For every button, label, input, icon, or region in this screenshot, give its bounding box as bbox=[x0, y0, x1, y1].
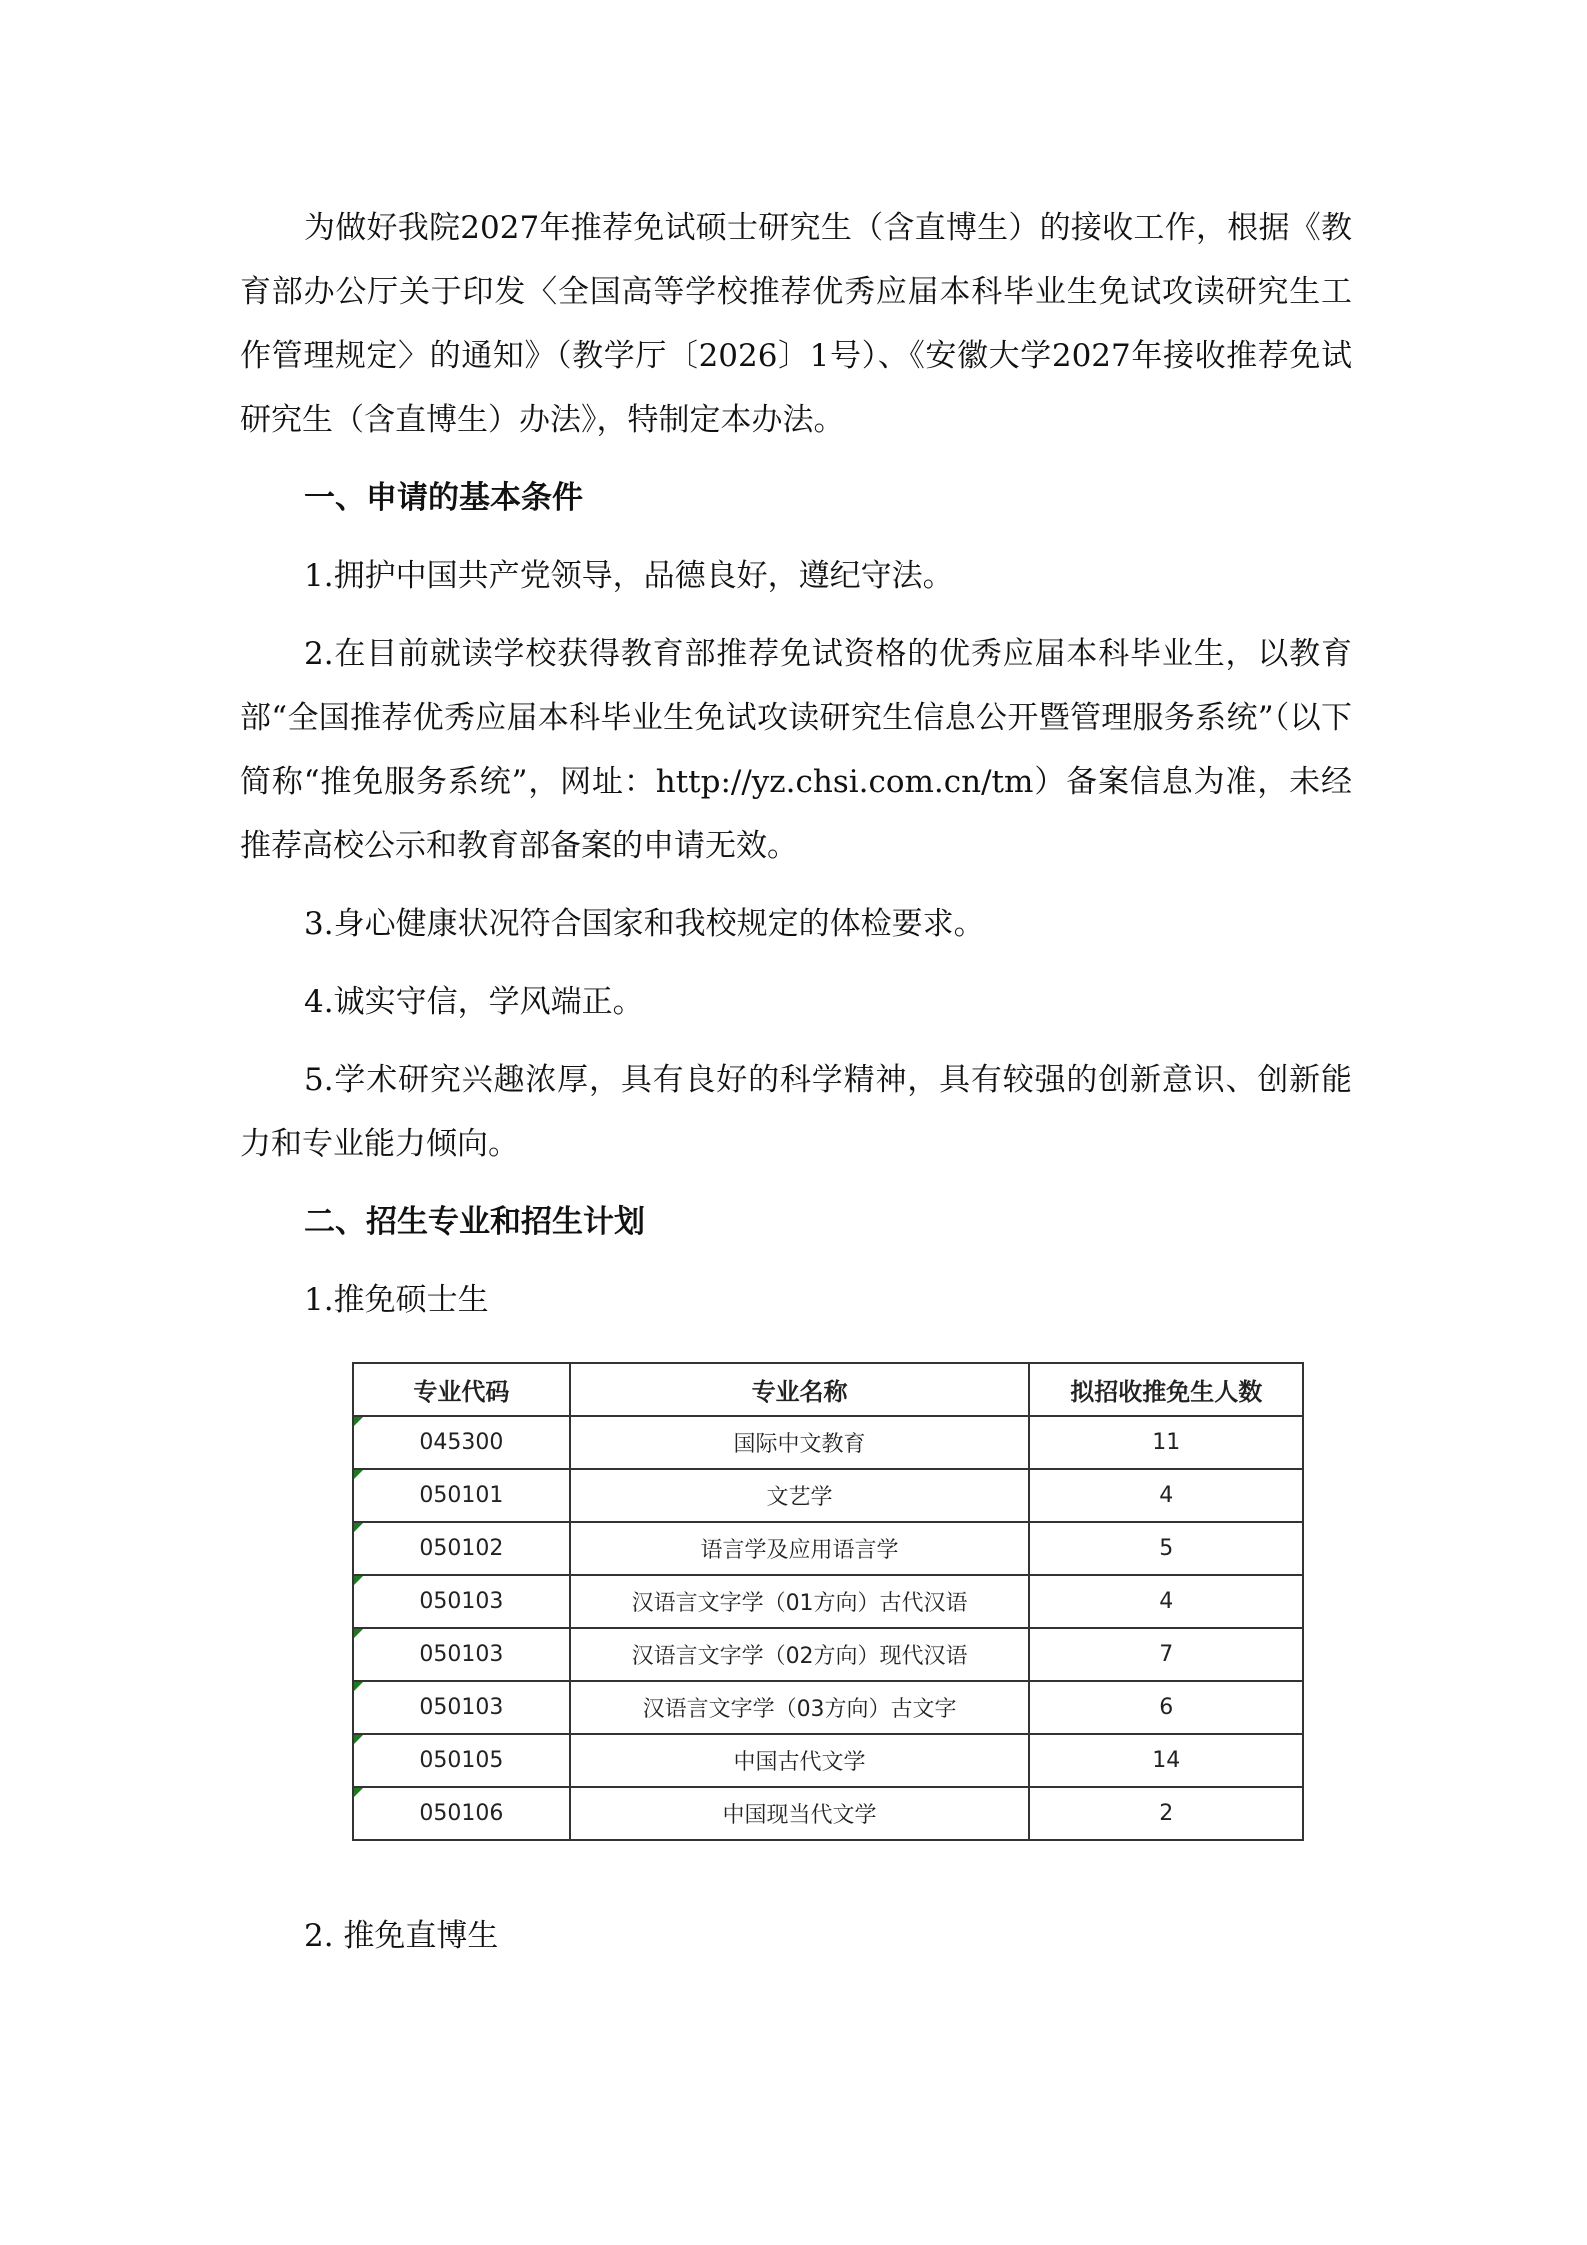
table-row bbox=[353, 1416, 1303, 1469]
table-row bbox=[353, 1469, 1303, 1522]
table-row bbox=[353, 1522, 1303, 1575]
header-name: 专业名称 bbox=[570, 1363, 1030, 1416]
cell-marker-icon bbox=[354, 1682, 363, 1691]
cell-marker-icon bbox=[354, 1417, 363, 1426]
cell-code: 050103 bbox=[353, 1575, 570, 1628]
cell-marker-icon bbox=[354, 1629, 363, 1638]
subheading-direct-phd: 2. 推免直博生 bbox=[304, 1918, 499, 1954]
cell-marker-icon bbox=[354, 1576, 363, 1585]
cell-count: 6 bbox=[1029, 1681, 1303, 1734]
subheading-master: 1.推免硕士生 bbox=[304, 1282, 489, 1318]
intro-paragraph: 为做好我院2027年推荐免试硕士研究生（含直博生）的接收工作，根据《教育部办公厅关于印发〈全国高等学校推荐优秀应届本科毕业生免试攻读研究生工作管理规定〉的通知》（教学厅〔2026〕1号）、《安徽大学2027年接收推荐免试研究生（含直博生）办法》，特制定本办法。 bbox=[240, 210, 1352, 438]
cell-marker-icon bbox=[354, 1470, 363, 1479]
cell-code: 050101 bbox=[353, 1469, 570, 1522]
cell-count: 2 bbox=[1029, 1787, 1303, 1840]
table-row bbox=[353, 1628, 1303, 1681]
cell-name: 语言学及应用语言学 bbox=[570, 1522, 1030, 1575]
cell-code: 050103 bbox=[353, 1681, 570, 1734]
header-count: 拟招收推免生人数 bbox=[1029, 1363, 1303, 1416]
section-heading-2: 二、招生专业和招生计划 bbox=[304, 1204, 645, 1240]
cell-marker-icon bbox=[354, 1735, 363, 1744]
header-code: 专业代码 bbox=[353, 1363, 570, 1416]
cell-count: 4 bbox=[1029, 1575, 1303, 1628]
condition-item-4: 4.诚实守信，学风端正。 bbox=[304, 984, 644, 1020]
cell-name: 汉语言文字学（02方向）现代汉语 bbox=[570, 1628, 1030, 1681]
majors-table bbox=[352, 1362, 1304, 1841]
condition-item-2: 2.在目前就读学校获得教育部推荐免试资格的优秀应届本科毕业生，以教育部“全国推荐优秀应届本科毕业生免试攻读研究生信息公开暨管理服务系统”（以下简称“推免服务系统”，网址：http://yz.chsi.com.cn/tm）备案信息为准，未经推荐高校公示和教育部备案的申请无效。 bbox=[240, 636, 1352, 864]
cell-marker-icon bbox=[354, 1523, 363, 1532]
cell-code: 050105 bbox=[353, 1734, 570, 1787]
cell-count: 11 bbox=[1029, 1416, 1303, 1469]
cell-name: 汉语言文字学（03方向）古文字 bbox=[570, 1681, 1030, 1734]
cell-code: 050103 bbox=[353, 1628, 570, 1681]
condition-item-3: 3.身心健康状况符合国家和我校规定的体检要求。 bbox=[304, 906, 985, 942]
cell-name: 中国现当代文学 bbox=[570, 1787, 1030, 1840]
table-row bbox=[353, 1681, 1303, 1734]
section-heading-1: 一、申请的基本条件 bbox=[304, 480, 583, 516]
table-header-row bbox=[353, 1363, 1303, 1416]
cell-marker-icon bbox=[354, 1788, 363, 1797]
cell-code: 050106 bbox=[353, 1787, 570, 1840]
cell-count: 7 bbox=[1029, 1628, 1303, 1681]
table-row bbox=[353, 1787, 1303, 1840]
cell-name: 中国古代文学 bbox=[570, 1734, 1030, 1787]
cell-count: 14 bbox=[1029, 1734, 1303, 1787]
cell-code: 050102 bbox=[353, 1522, 570, 1575]
cell-code: 045300 bbox=[353, 1416, 570, 1469]
condition-item-1: 1.拥护中国共产党领导，品德良好，遵纪守法。 bbox=[304, 558, 954, 594]
table-row bbox=[353, 1575, 1303, 1628]
table-row bbox=[353, 1734, 1303, 1787]
cell-count: 4 bbox=[1029, 1469, 1303, 1522]
condition-item-5: 5.学术研究兴趣浓厚，具有良好的科学精神，具有较强的创新意识、创新能力和专业能力倾向。 bbox=[240, 1062, 1352, 1162]
cell-name: 国际中文教育 bbox=[570, 1416, 1030, 1469]
cell-count: 5 bbox=[1029, 1522, 1303, 1575]
cell-name: 文艺学 bbox=[570, 1469, 1030, 1522]
document-body bbox=[240, 196, 1352, 1332]
cell-name: 汉语言文字学（01方向）古代汉语 bbox=[570, 1575, 1030, 1628]
